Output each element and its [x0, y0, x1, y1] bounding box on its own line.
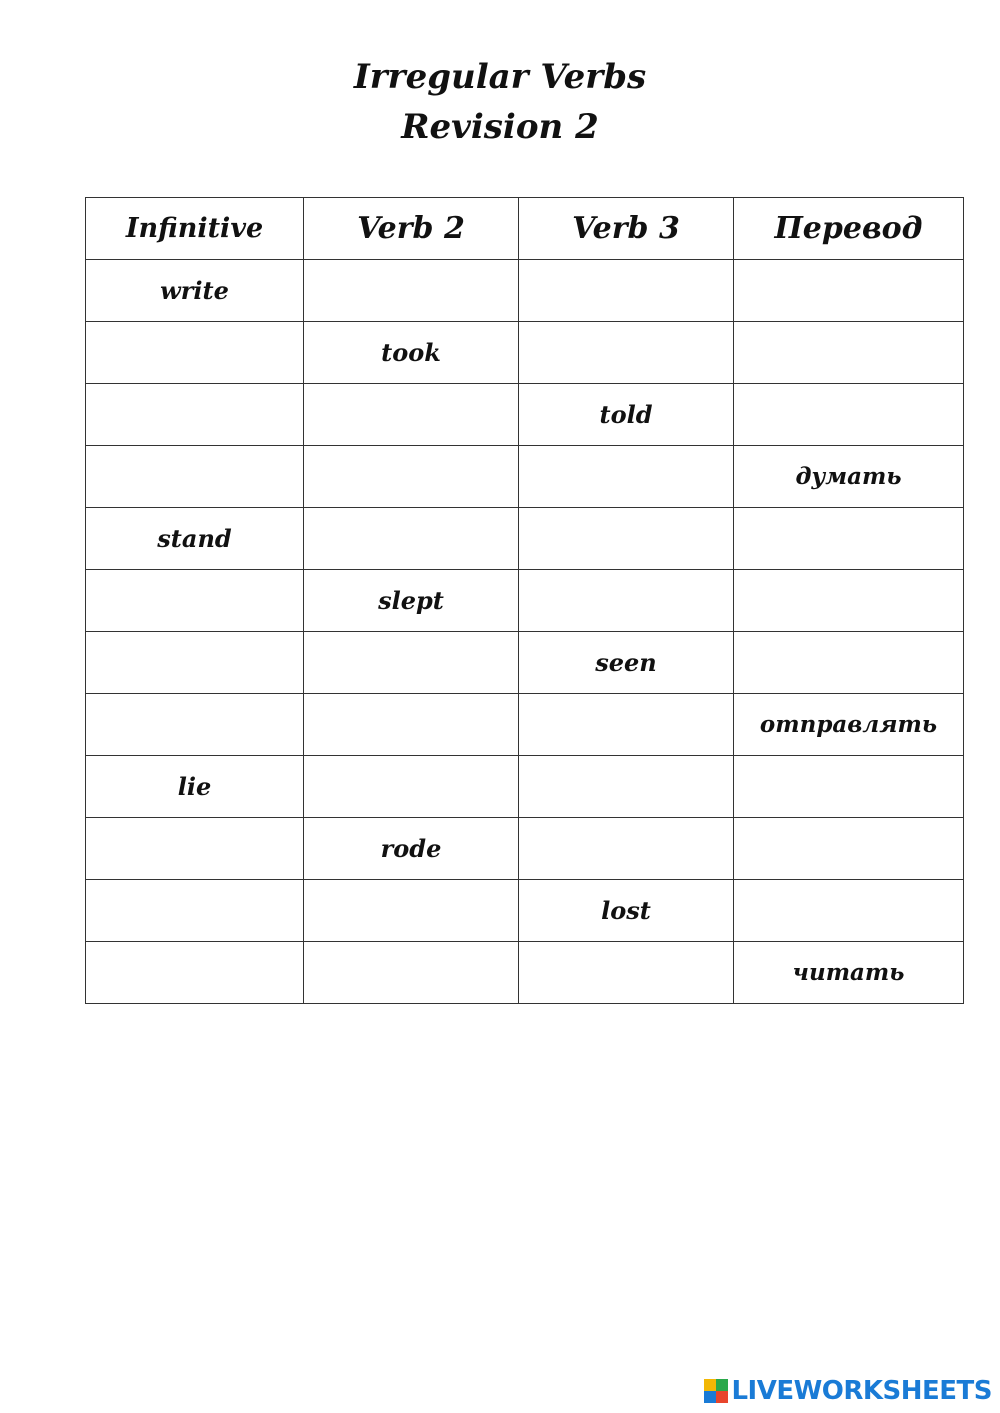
answer-cell-verb-2[interactable] — [304, 508, 519, 570]
table-row — [86, 880, 964, 942]
table-row — [86, 322, 964, 384]
answer-cell-translation[interactable] — [734, 880, 964, 942]
answer-cell-verb-2[interactable] — [304, 384, 519, 446]
answer-cell-verb-3[interactable] — [519, 260, 734, 322]
answer-cell-infinitive[interactable] — [86, 818, 304, 880]
title-line-2: Revision 2 — [401, 107, 599, 147]
table-row — [86, 632, 964, 694]
answer-cell-infinitive[interactable] — [86, 384, 304, 446]
answer-cell-infinitive[interactable] — [86, 942, 304, 1004]
given-cell-translation: думать — [734, 446, 964, 508]
liveworksheets-logo-icon — [704, 1379, 728, 1403]
header-verb-2: Verb 2 — [304, 198, 519, 260]
table-row — [86, 446, 964, 508]
answer-cell-translation[interactable] — [734, 756, 964, 818]
answer-cell-verb-3[interactable] — [519, 322, 734, 384]
answer-cell-verb-3[interactable] — [519, 570, 734, 632]
brand-text: LIVEWORKSHEETS — [731, 1376, 992, 1406]
answer-cell-translation[interactable] — [734, 384, 964, 446]
answer-cell-verb-3[interactable] — [519, 756, 734, 818]
answer-cell-verb-2[interactable] — [304, 446, 519, 508]
given-cell-infinitive: lie — [86, 756, 304, 818]
answer-cell-verb-3[interactable] — [519, 818, 734, 880]
answer-cell-verb-3[interactable] — [519, 446, 734, 508]
header-translation: Перевод — [734, 198, 964, 260]
answer-cell-translation[interactable] — [734, 570, 964, 632]
given-cell-verb-3: told — [519, 384, 734, 446]
table-row — [86, 694, 964, 756]
title-line-1: Irregular Verbs — [353, 57, 647, 97]
table-row — [86, 260, 964, 322]
answer-cell-infinitive[interactable] — [86, 570, 304, 632]
given-cell-verb-2: took — [304, 322, 519, 384]
given-cell-translation: читать — [734, 942, 964, 1004]
table-row — [86, 570, 964, 632]
given-cell-translation: отправлять — [734, 694, 964, 756]
answer-cell-verb-2[interactable] — [304, 880, 519, 942]
table-row — [86, 818, 964, 880]
header-infinitive: Infinitive — [86, 198, 304, 260]
header-row — [86, 198, 964, 260]
answer-cell-verb-3[interactable] — [519, 942, 734, 1004]
answer-cell-translation[interactable] — [734, 322, 964, 384]
answer-cell-verb-2[interactable] — [304, 942, 519, 1004]
given-cell-verb-2: rode — [304, 818, 519, 880]
answer-cell-infinitive[interactable] — [86, 632, 304, 694]
answer-cell-infinitive[interactable] — [86, 880, 304, 942]
worksheet-title — [0, 52, 1000, 152]
answer-cell-verb-2[interactable] — [304, 756, 519, 818]
answer-cell-translation[interactable] — [734, 818, 964, 880]
given-cell-verb-3: lost — [519, 880, 734, 942]
verbs-table — [85, 197, 964, 1004]
answer-cell-infinitive[interactable] — [86, 322, 304, 384]
given-cell-verb-2: slept — [304, 570, 519, 632]
answer-cell-verb-2[interactable] — [304, 694, 519, 756]
given-cell-infinitive: stand — [86, 508, 304, 570]
answer-cell-translation[interactable] — [734, 260, 964, 322]
table-body — [86, 260, 964, 1004]
given-cell-verb-3: seen — [519, 632, 734, 694]
given-cell-infinitive: write — [86, 260, 304, 322]
table-row — [86, 756, 964, 818]
table-row — [86, 942, 964, 1004]
table-row — [86, 384, 964, 446]
answer-cell-verb-2[interactable] — [304, 632, 519, 694]
table-row — [86, 508, 964, 570]
answer-cell-translation[interactable] — [734, 632, 964, 694]
answer-cell-infinitive[interactable] — [86, 446, 304, 508]
answer-cell-verb-3[interactable] — [519, 508, 734, 570]
answer-cell-translation[interactable] — [734, 508, 964, 570]
header-verb-3: Verb 3 — [519, 198, 734, 260]
answer-cell-infinitive[interactable] — [86, 694, 304, 756]
liveworksheets-brand — [704, 1377, 992, 1405]
answer-cell-verb-2[interactable] — [304, 260, 519, 322]
answer-cell-verb-3[interactable] — [519, 694, 734, 756]
